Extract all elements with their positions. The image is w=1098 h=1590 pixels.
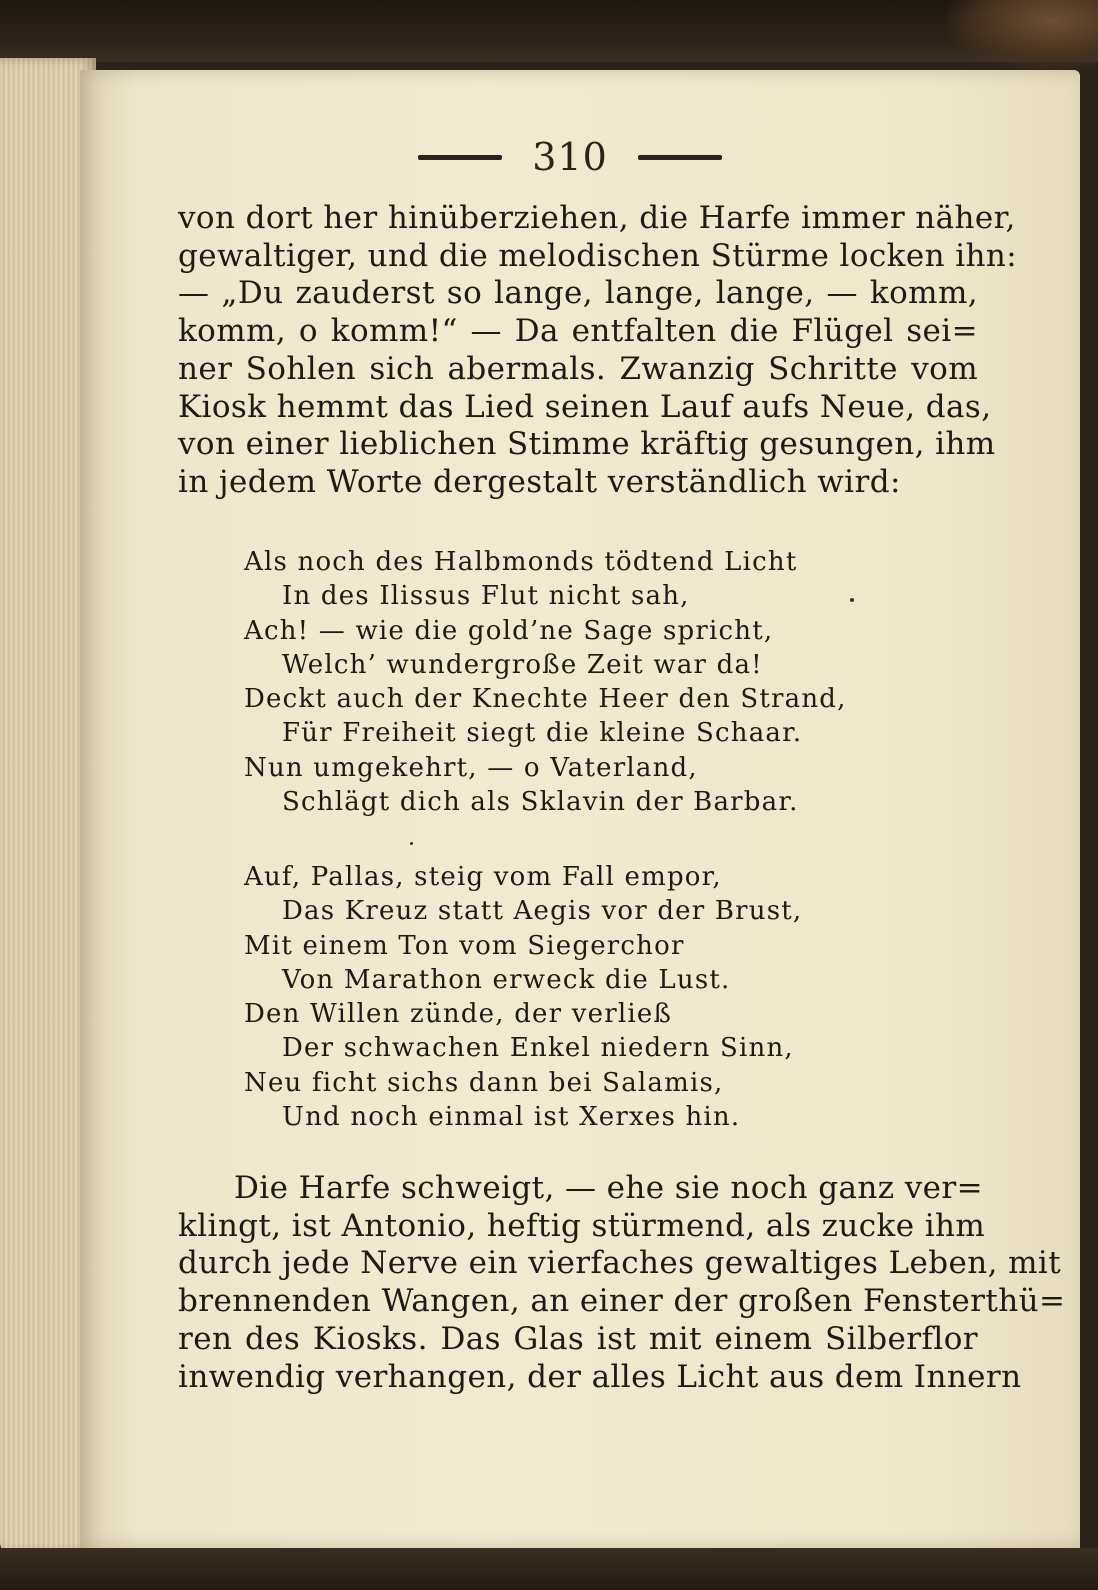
verse-line: Deckt auch der Knechte Heer den Strand,: [244, 684, 847, 715]
poem-stanza-2: [244, 860, 844, 1134]
text-line: ren des Kiosks. Das Glas ist mit einem Silberflor: [178, 1320, 978, 1357]
verse-line: Mit einem Ton vom Siegerchor: [244, 930, 685, 961]
verse-line: Als noch des Halbmonds tödtend Licht: [244, 547, 798, 577]
paragraph-top: [178, 200, 1018, 502]
verse-line: Welch’ wundergroße Zeit war da!: [282, 649, 763, 680]
text-line: komm, o komm!“ — Da entfalten die Flügel sei=: [178, 313, 978, 350]
worn-cover-corner: [948, 0, 1098, 70]
verse-line: Nun umgekehrt, — o Vaterland,: [244, 752, 698, 783]
verse-line: Neu ficht sichs dann bei Salamis,: [244, 1067, 724, 1098]
text-line: durch jede Nerve ein vierfaches gewaltiges Leben, mit: [178, 1245, 1062, 1282]
header-rule-right: [638, 155, 722, 160]
poem-stanza-1: [244, 545, 847, 819]
text-line: klingt, ist Antonio, heftig stürmend, als zucke ihm: [178, 1207, 986, 1244]
verse-line: Von Marathon erweck die Lust.: [282, 964, 731, 995]
verse-line: Den Willen zünde, der verließ: [244, 999, 673, 1030]
text-line: ner Sohlen sich abermals. Zwanzig Schritte vom: [178, 350, 978, 387]
book-cover-top-edge: [0, 0, 1098, 62]
verse-line: Ach! — wie die gold’ne Sage spricht,: [244, 615, 774, 646]
verse-line: Und noch einmal ist Xerxes hin.: [282, 1102, 741, 1133]
ink-speck: [410, 842, 413, 845]
verse-line: Für Freiheit siegt die kleine Schaar.: [282, 718, 803, 749]
ink-speck: [850, 598, 854, 602]
text-line: Die Harfe schweigt, — ehe sie noch ganz ver=: [234, 1170, 983, 1206]
text-line: — „Du zauderst so lange, lange, lange, — komm,: [178, 275, 978, 312]
text-line: brennenden Wangen, an einer der großen Fensterthü=: [178, 1283, 1066, 1320]
page-number: 310: [532, 135, 608, 179]
text-line: von einer lieblichen Stimme kräftig gesungen, ihm: [178, 426, 996, 463]
book-cover-bottom-edge: [0, 1548, 1098, 1590]
header-rule-left: [418, 155, 502, 160]
text-line: inwendig verhangen, der alles Licht aus dem Innern: [178, 1358, 1022, 1395]
verse-line: Der schwachen Enkel niedern Sinn,: [282, 1033, 794, 1064]
verse-line: Schlägt dich als Sklavin der Barbar.: [282, 787, 799, 818]
paragraph-bottom: [178, 1170, 1066, 1396]
text-line: von dort her hinüberziehen, die Harfe immer näher,: [178, 200, 1016, 236]
verse-line: In des Ilissus Flut nicht sah,: [282, 581, 690, 612]
text-line: in jedem Worte dergestalt verständlich wird:: [178, 463, 901, 500]
verse-line: Das Kreuz statt Aegis vor der Brust,: [282, 896, 803, 927]
verse-line: Auf, Pallas, steig vom Fall empor,: [244, 862, 722, 892]
text-line: Kiosk hemmt das Lied seinen Lauf aufs Neue, das,: [178, 388, 992, 425]
text-line: gewaltiger, und die melodischen Stürme locken ihn:: [178, 237, 1018, 274]
page-header: [400, 132, 740, 182]
